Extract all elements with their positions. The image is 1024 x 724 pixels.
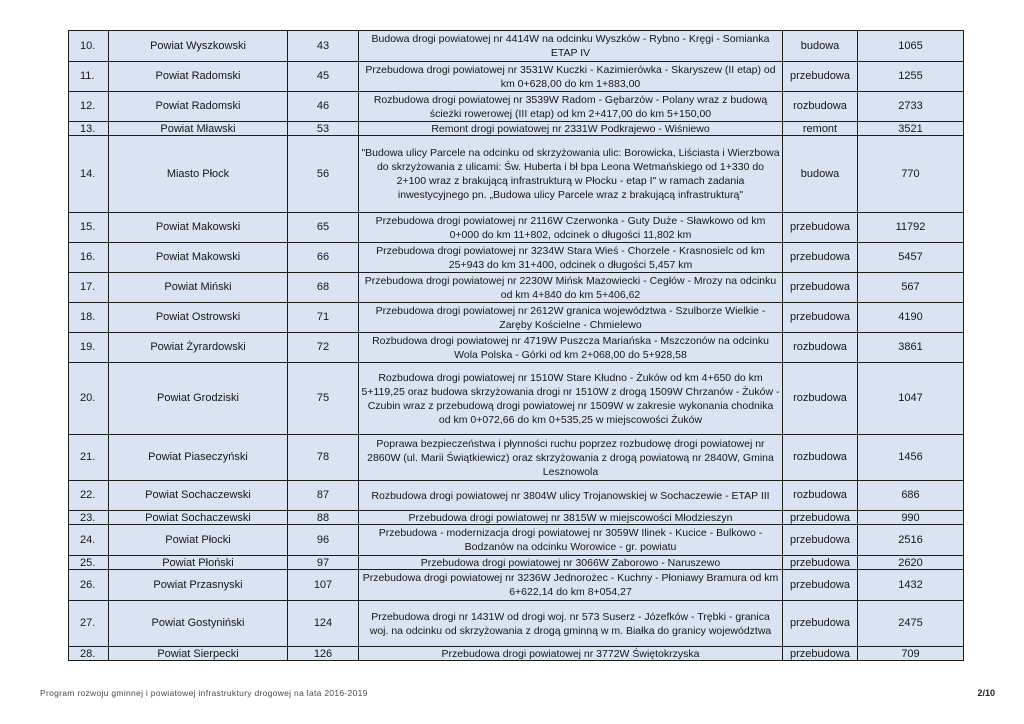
list-position: 124 [288, 601, 359, 647]
applicant-name: Powiat Sochaczewski [109, 511, 288, 525]
amount: 5457 [858, 243, 964, 273]
list-position: 126 [288, 647, 359, 661]
applicant-name: Powiat Płoński [109, 556, 288, 570]
applicant-name: Powiat Grodziski [109, 363, 288, 435]
applicant-name: Powiat Żyrardowski [109, 333, 288, 363]
applicant-name: Powiat Płocki [109, 525, 288, 556]
applicant-name: Powiat Miński [109, 273, 288, 303]
applicant-name: Powiat Wyszkowski [109, 31, 288, 62]
table-row [69, 31, 964, 62]
amount: 2516 [858, 525, 964, 556]
table-row [69, 570, 964, 601]
amount: 1456 [858, 435, 964, 481]
amount: 3521 [858, 122, 964, 136]
table-row [69, 363, 964, 435]
task-description: Budowa drogi powiatowej nr 4414W na odcinku Wyszków - Rybno - Kręgi - Somianka ETAP IV [359, 31, 783, 62]
work-type: rozbudowa [783, 363, 858, 435]
table-row [69, 273, 964, 303]
task-description: Przebudowa drogi powiatowej nr 3531W Kuczki - Kazimierówka - Skaryszew (II etap) od km 0+628,00 do km 1+883,00 [359, 62, 783, 92]
row-number: 17. [69, 273, 109, 303]
table-row [69, 213, 964, 243]
table-row [69, 647, 964, 661]
row-number: 26. [69, 570, 109, 601]
applicant-name: Miasto Płock [109, 136, 288, 213]
amount: 770 [858, 136, 964, 213]
amount: 2620 [858, 556, 964, 570]
table-row [69, 62, 964, 92]
applicant-name: Powiat Makowski [109, 213, 288, 243]
table-row [69, 122, 964, 136]
work-type: przebudowa [783, 556, 858, 570]
task-description: Rozbudowa drogi powiatowej nr 3804W ulicy Trojanowskiej w Sochaczewie - ETAP III [359, 481, 783, 511]
task-description: Rozbudowa drogi powiatowej nr 3539W Radom - Gębarzów - Polany wraz z budową ścieżki rowerowej (III etap) od km 2+417,00 do km 5+150,00 [359, 92, 783, 122]
table-row [69, 92, 964, 122]
row-number: 25. [69, 556, 109, 570]
task-description: Przebudowa drogi nr 1431W od drogi woj. nr 573 Suserz - Józefków - Trębki - granica woj. na odcinku od skrzyżowania z drogą gminną w m. Białka do granicy województwa [359, 601, 783, 647]
row-number: 18. [69, 303, 109, 333]
page-number: 2/10 [977, 688, 995, 698]
amount: 2733 [858, 92, 964, 122]
task-description: Przebudowa - modernizacja drogi powiatowej nr 3059W Ilinek - Kucice - Bulkowo - Bodzanów na odcinku Worowice - gr. powiatu [359, 525, 783, 556]
work-type: rozbudowa [783, 481, 858, 511]
table-row [69, 303, 964, 333]
task-description: Przebudowa drogi powiatowej nr 2230W Mińsk Mazowiecki - Cegłów - Mrozy na odcinku od km 4+840 do km 5+406,62 [359, 273, 783, 303]
work-type: budowa [783, 136, 858, 213]
amount: 709 [858, 647, 964, 661]
work-type: rozbudowa [783, 333, 858, 363]
list-position: 66 [288, 243, 359, 273]
task-description: Przebudowa drogi powiatowej nr 3772W Świętokrzyska [359, 647, 783, 661]
work-type: rozbudowa [783, 435, 858, 481]
list-position: 78 [288, 435, 359, 481]
row-number: 20. [69, 363, 109, 435]
list-position: 53 [288, 122, 359, 136]
work-type: przebudowa [783, 525, 858, 556]
work-type: przebudowa [783, 570, 858, 601]
applicant-name: Powiat Sierpecki [109, 647, 288, 661]
applicant-name: Powiat Radomski [109, 62, 288, 92]
applicant-name: Powiat Gostyniński [109, 601, 288, 647]
list-position: 72 [288, 333, 359, 363]
list-position: 97 [288, 556, 359, 570]
row-number: 22. [69, 481, 109, 511]
list-position: 88 [288, 511, 359, 525]
amount: 1255 [858, 62, 964, 92]
amount: 3861 [858, 333, 964, 363]
row-number: 12. [69, 92, 109, 122]
task-description: Przebudowa drogi powiatowej nr 2612W granica województwa - Szulborze Wielkie - Zaręby Kościelne - Chmielewo [359, 303, 783, 333]
applicant-name: Powiat Sochaczewski [109, 481, 288, 511]
applicant-name: Powiat Radomski [109, 92, 288, 122]
work-type: przebudowa [783, 601, 858, 647]
list-position: 65 [288, 213, 359, 243]
amount: 2475 [858, 601, 964, 647]
table-row [69, 556, 964, 570]
task-description: Przebudowa drogi powiatowej nr 2116W Czerwonka - Guty Duże - Sławkowo od km 0+000 do km 11+802, odcinek o długości 11,802 km [359, 213, 783, 243]
table-row [69, 136, 964, 213]
task-description: Remont drogi powiatowej nr 2331W Podkrajewo - Wiśniewo [359, 122, 783, 136]
task-description: Poprawa bezpieczeństwa i płynności ruchu poprzez rozbudowę drogi powiatowej nr 2860W (ul. Marii Świątkiewicz) oraz skrzyżowania z drogą powiatową nr 2840W, Gmina Lesznowola [359, 435, 783, 481]
table-row [69, 481, 964, 511]
row-number: 13. [69, 122, 109, 136]
task-description: Rozbudowa drogi powiatowej nr 1510W Stare Kłudno - Żuków od km 4+650 do km 5+119,25 oraz budowa skrzyżowania drogi nr 1510W z drogą 1509W Chrzanów - Żuków - Czubin wraz z przebudową drogi powiatowej nr 1509W w zakresie wykonania chodnika od km 0+072,66 do km 0+535,25 w miejscowości Żuków [359, 363, 783, 435]
amount: 1432 [858, 570, 964, 601]
row-number: 24. [69, 525, 109, 556]
table-row [69, 525, 964, 556]
work-type: budowa [783, 31, 858, 62]
list-position: 43 [288, 31, 359, 62]
work-type: przebudowa [783, 243, 858, 273]
list-position: 87 [288, 481, 359, 511]
list-position: 68 [288, 273, 359, 303]
list-position: 46 [288, 92, 359, 122]
applicant-name: Powiat Przasnyski [109, 570, 288, 601]
work-type: remont [783, 122, 858, 136]
amount: 990 [858, 511, 964, 525]
table-row [69, 511, 964, 525]
task-description: "Budowa ulicy Parcele na odcinku od skrzyżowania ulic: Borowicka, Liściasta i Wierzbowa do skrzyżowania z ulicami: Św. Huberta i bł bpa Leona Wetmańskiego od 1+330 do 2+100 wraz z brakującą infrastrukturą w Płocku - etap I" w ramach zadania inwestycyjnego pn. „Budowa ulicy Parcele wraz z brakującą infrastrukturą" [359, 136, 783, 213]
task-description: Przebudowa drogi powiatowej nr 3236W Jednorożec - Kuchny - Płoniawy Bramura od km 6+622,14 do km 8+054,27 [359, 570, 783, 601]
row-number: 21. [69, 435, 109, 481]
task-description: Przebudowa drogi powiatowej nr 3234W Stara Wieś - Chorzele - Krasnosielc od km 25+943 do km 31+400, odcinek o długości 5,457 km [359, 243, 783, 273]
work-type: przebudowa [783, 511, 858, 525]
work-type: przebudowa [783, 273, 858, 303]
table-row [69, 243, 964, 273]
list-position: 71 [288, 303, 359, 333]
work-type: przebudowa [783, 62, 858, 92]
amount: 11792 [858, 213, 964, 243]
list-position: 96 [288, 525, 359, 556]
table-row [69, 601, 964, 647]
amount: 1065 [858, 31, 964, 62]
list-position: 45 [288, 62, 359, 92]
row-number: 11. [69, 62, 109, 92]
task-description: Przebudowa drogi powiatowej nr 3815W w miejscowości Młodzieszyn [359, 511, 783, 525]
task-description: Rozbudowa drogi powiatowej nr 4719W Puszcza Mariańska - Mszczonów na odcinku Wola Polska - Górki od km 2+068,00 do 5+928,58 [359, 333, 783, 363]
row-number: 23. [69, 511, 109, 525]
list-position: 56 [288, 136, 359, 213]
work-type: rozbudowa [783, 92, 858, 122]
investment-table [68, 30, 964, 661]
amount: 4190 [858, 303, 964, 333]
table-row [69, 435, 964, 481]
amount: 567 [858, 273, 964, 303]
footer-program-title: Program rozwoju gminnej i powiatowej infrastruktury drogowej na lata 2016-2019 [40, 688, 368, 698]
row-number: 10. [69, 31, 109, 62]
work-type: przebudowa [783, 303, 858, 333]
table-row [69, 333, 964, 363]
applicant-name: Powiat Mławski [109, 122, 288, 136]
row-number: 19. [69, 333, 109, 363]
row-number: 27. [69, 601, 109, 647]
row-number: 15. [69, 213, 109, 243]
list-position: 107 [288, 570, 359, 601]
applicant-name: Powiat Makowski [109, 243, 288, 273]
list-position: 75 [288, 363, 359, 435]
applicant-name: Powiat Ostrowski [109, 303, 288, 333]
row-number: 14. [69, 136, 109, 213]
applicant-name: Powiat Piaseczyński [109, 435, 288, 481]
amount: 686 [858, 481, 964, 511]
task-description: Przebudowa drogi powiatowej nr 3066W Zaborowo - Naruszewo [359, 556, 783, 570]
row-number: 28. [69, 647, 109, 661]
row-number: 16. [69, 243, 109, 273]
work-type: przebudowa [783, 647, 858, 661]
work-type: przebudowa [783, 213, 858, 243]
amount: 1047 [858, 363, 964, 435]
